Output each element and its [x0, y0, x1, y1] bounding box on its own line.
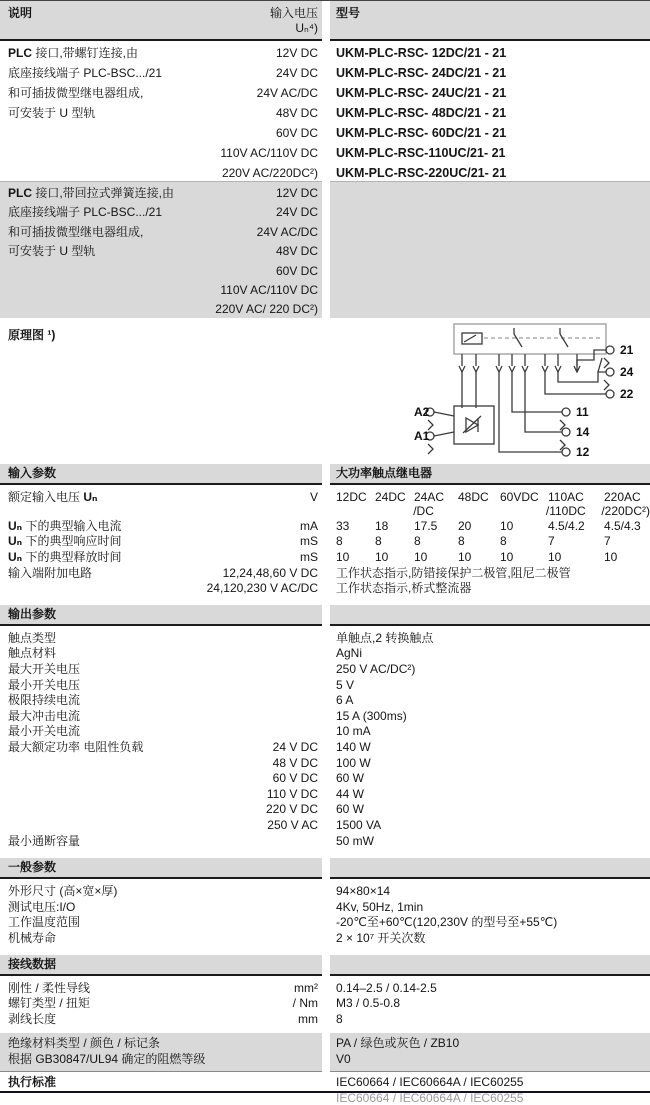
table-row: 可安装于 U 型轨 48V DC UKM-PLC-RSC- 48DC/21 - 21: [0, 101, 650, 121]
status-note: 工作状态指示,防错接保护二极管,阻尼二极管: [336, 565, 571, 580]
model-number: UKM-PLC-RSC- 24DC/21 - 21: [336, 66, 507, 80]
schematic-label: 原理图 ¹): [8, 327, 56, 342]
table-row: 底座接线端子 PLC-BSC.../21 24V DC: [0, 201, 650, 220]
table-header: [0, 0, 650, 41]
wiring-row: 剥线长度 mm 8: [8, 1011, 343, 1026]
output-param-row: 110 V DC 44 W: [266, 786, 365, 801]
unit-value: mS: [300, 550, 318, 565]
voltage-value: 60V DC: [275, 263, 318, 278]
table-bottom-border: [0, 1091, 650, 1105]
voltage-value: 24V DC: [275, 205, 318, 220]
circuit-value: 12,24,48,60 V DC: [222, 565, 318, 580]
input-param-row: Uₙ 下的典型输入电流 mA 33 18 17.5 20 10 4.5/4.2 4.5/4.3: [0, 519, 650, 535]
section-title-output: 输出参数: [8, 606, 57, 621]
input-param-row: 额定输入电压 Uₙ V 12DC 24DC 24AC 48DC 60VDC 110AC 220AC /DC /110DC /220DC²): [8, 489, 650, 519]
terminal-label-12: 12: [576, 444, 590, 459]
output-param-row: 最大开关电压 250 V AC/DC²): [8, 662, 416, 676]
general-param-row: 工作温度范围 -20℃至+60℃(120,230V 的型号至+55℃): [8, 915, 558, 930]
schematic-section: [0, 318, 650, 464]
voltage-value: 110V AC/110V DC: [220, 146, 318, 160]
output-param-row: 250 V AC 1500 VA: [267, 817, 382, 832]
relay-table-row: 10 10 10 10 10 10 10: [336, 550, 618, 565]
table-row: [0, 260, 650, 279]
output-param-row: 最小开关电压 5 V: [8, 677, 355, 692]
input-params-band: [0, 464, 650, 485]
voltage-value: 48V DC: [275, 244, 318, 259]
model-number: UKM-PLC-RSC- 24UC/21 - 21: [336, 86, 507, 100]
insulation-row: 根据 GB30847/UL94 确定的阻燃等级 V0: [0, 1052, 650, 1073]
general-param-row: 外形尺寸 (高×宽×厚) 94×80×14: [8, 884, 391, 899]
voltage-value: 60V DC: [275, 126, 318, 140]
output-param-row: 触点材料 AgNi: [8, 646, 363, 661]
output-param-row: 触点类型 单触点,2 转换触点: [8, 630, 434, 645]
output-param-row: 极限持续电流 6 A: [8, 693, 354, 708]
circuit-value: 24,120,230 V AC/DC: [206, 581, 318, 596]
output-param-row: 220 V DC 60 W: [265, 802, 365, 817]
terminal-label-24: 24: [620, 364, 634, 379]
section-title-input: 输入参数: [8, 465, 57, 480]
relay-table-header: 12DC 24DC 24AC 48DC 60VDC 110AC 220AC: [336, 489, 641, 504]
wiring-row: 刚性 / 柔性导线 mm² 0.14–2.5 / 0.14-2.5: [8, 980, 437, 995]
input-param-row: 输入端附加电路 12,24,48,60 V DC 工作状态指示,防错接保护二极管,阻尼二极管: [0, 566, 650, 582]
table-row: 和可插拔微型继电器组成, 24V AC/DC: [0, 221, 650, 240]
model-number: UKM-PLC-RSC-220UC/21- 21: [336, 166, 507, 180]
plc-screw-block: [0, 41, 650, 181]
output-param-row: 最大额定功率 电阻性负载 24 V DC 140 W: [8, 739, 371, 754]
terminal-label-11: 11: [576, 404, 589, 419]
standards-row: [0, 1072, 650, 1091]
table-row: 和可插拔微型继电器组成, 24V AC/DC UKM-PLC-RSC- 24UC/21 - 21: [0, 81, 650, 101]
model-number: UKM-PLC-RSC- 60DC/21 - 21: [336, 126, 507, 140]
table-row: PLC 接口,带螺钉连接,由 12V DC UKM-PLC-RSC- 12DC/21 - 21: [0, 41, 650, 61]
voltage-value: 12V DC: [275, 46, 318, 60]
unit-value: V: [309, 489, 318, 504]
voltage-value: 48V DC: [275, 106, 318, 120]
table-row: [0, 161, 650, 181]
voltage-value: 24V DC: [275, 66, 318, 80]
section-title-relay: 大功率触点继电器: [330, 464, 650, 485]
table-row: PLC 接口,带回拉式弹簧连接,由 12V DC: [0, 181, 650, 201]
table-row: [0, 121, 650, 141]
wiring-data-band: [0, 955, 650, 976]
model-number: UKM-PLC-RSC- 12DC/21 - 21: [336, 46, 507, 60]
input-param-row: Uₙ 下的典型响应时间 mS 8 8 8 8 8 7 7: [0, 534, 650, 550]
output-param-row: 60 V DC 60 W: [272, 771, 365, 786]
voltage-value: 12V DC: [275, 186, 318, 200]
table-row: [0, 298, 650, 317]
terminal-label-14: 14: [576, 424, 590, 439]
voltage-value: 110V AC/110V DC: [220, 283, 318, 298]
column-header-model: 型号: [330, 1, 650, 41]
input-param-row: Uₙ 下的典型释放时间 mS 10 10 10 10 10 10 10: [0, 550, 650, 566]
model-number: UKM-PLC-RSC- 48DC/21 - 21: [336, 106, 507, 120]
relay-table-row: 33 18 17.5 20 10 4.5/4.2 4.5/4.3: [336, 518, 641, 533]
table-row: [0, 141, 650, 161]
terminal-label-a2: A2: [414, 404, 430, 419]
pin-group: [459, 354, 580, 372]
clipped-next-row: IEC60664 / IEC60664A / IEC60255: [336, 1091, 524, 1105]
relay-table-row: 8 8 8 8 8 7 7: [336, 534, 611, 549]
voltage-value: 220V AC/ 220 DC²): [215, 302, 318, 317]
status-note: 工作状态指示,桥式整流器: [336, 581, 472, 596]
input-param-row: [0, 581, 650, 597]
unit-value: mA: [300, 518, 318, 533]
unit-value: / Nm: [292, 996, 318, 1011]
general-param-row: 测试电压:I/O 4Kv, 50Hz, 1min: [8, 899, 424, 914]
output-param-row: 最小通断容量 50 mW: [8, 833, 375, 848]
section-title-standards: 执行标准: [8, 1075, 57, 1090]
voltage-value: 24V AC/DC: [256, 224, 318, 239]
plc-spring-block: [0, 181, 650, 318]
relay-table-header-line2: /DC /110DC /220DC²): [413, 504, 650, 519]
standards-value: IEC60664 / IEC60664A / IEC60255: [336, 1075, 524, 1090]
terminal-label-22: 22: [620, 386, 634, 401]
unit-value: mm: [298, 1011, 318, 1026]
terminal-label-21: 21: [620, 342, 634, 357]
section-title-general: 一般参数: [8, 860, 57, 875]
table-row: [0, 279, 650, 298]
section-title-wiring: 接线数据: [8, 956, 57, 971]
table-row: 可安装于 U 型轨 48V DC: [0, 240, 650, 259]
schematic-diagram: [414, 320, 644, 464]
voltage-value: 24V AC/DC: [256, 86, 318, 100]
general-param-row: 机械寿命 2 × 10⁷ 开关次数: [8, 930, 426, 945]
table-row: 底座接线端子 PLC-BSC.../21 24V DC UKM-PLC-RSC- 24DC/21 - 21: [0, 61, 650, 81]
general-params-band: [0, 858, 650, 879]
output-params-band: [0, 605, 650, 626]
output-param-row: 最大冲击电流 15 A (300ms): [8, 708, 407, 723]
column-header-description: 说明: [8, 6, 33, 20]
voltage-value: 220V AC/220DC²): [221, 166, 318, 180]
wiring-row: 螺钉类型 / 扭矩 / Nm M3 / 0.5-0.8: [8, 996, 401, 1011]
unit-value: mm²: [294, 980, 318, 995]
column-header-input-voltage: 输入电压 Uₙ⁴): [269, 6, 318, 35]
terminal-label-a1: A1: [414, 428, 430, 443]
unit-value: mS: [300, 534, 318, 549]
insulation-row: 绝缘材料类型 / 颜色 / 标记条 PA / 绿色或灰色 / ZB10: [0, 1033, 650, 1052]
output-param-row: 最小开关电流 10 mA: [8, 724, 371, 739]
output-param-row: 48 V DC 100 W: [272, 755, 371, 770]
model-number: UKM-PLC-RSC-110UC/21- 21: [336, 146, 506, 160]
